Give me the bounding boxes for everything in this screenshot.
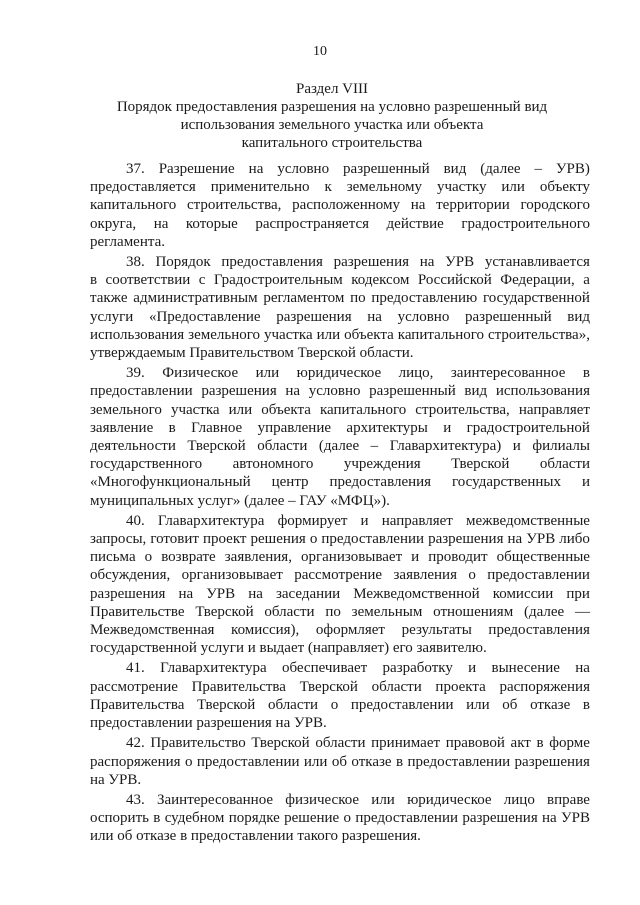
text-line: 42. Правительство Тверской области принимает правовой акт в форме [126,735,590,752]
paragraph-42 [90,734,590,789]
text-line: или об отказе в предоставлении такого разрешения. [90,828,421,845]
text-line: в соответствии с Градостроительным кодексом Российской Федерации, а [90,272,590,289]
text-line: 40. Главархитектура формирует и направляет межведомственные [126,512,590,529]
text-line: 43. Заинтересованное физическое или юридическое лицо вправе [126,791,590,808]
text-line: предоставляется применительно к земельному участку или объекту [90,179,590,196]
text-line: услуги «Предоставление разрешения на условно разрешенный вид [90,308,590,325]
page-number: 10 [313,44,327,59]
text-line: 39. Физическое или юридическое лицо, заинтересованное в [126,365,590,382]
section-heading [90,80,574,152]
text-line: государственного автономного учреждения Тверской области [90,456,590,473]
paragraph-38 [90,253,590,362]
text-line: распоряжения о предоставлении или об отказе в предоставлении разрешения [90,753,590,770]
section-title: Раздел VIII [296,81,368,97]
section-subtitle-line: Порядок предоставления разрешения на условно разрешенный вид [116,99,548,115]
text-line: предоставлении разрешения на УРВ. [90,715,327,732]
paragraph-41 [90,659,590,732]
text-line: запросы, готовит проект решения о предоставлении разрешения на УРВ либо [90,531,590,548]
paragraph-39 [90,364,590,510]
text-line: на УРВ. [90,771,142,788]
text-line: Межведомственная комиссия), оформляет результаты предоставления [90,622,590,639]
text-line: земельного участка или объекта капитального строительства, направляет [90,401,590,418]
paragraph-43 [90,791,590,846]
text-line: 37. Разрешение на условно разрешенный вид (далее – УРВ) [126,161,590,177]
text-line: 38. Порядок предоставления разрешения на УРВ устанавливается [126,254,590,271]
text-line: утверждаемым Правительством Тверской области. [90,345,414,362]
text-line: обсуждения, организовывает рассмотрение заявления о предоставлении [90,567,590,584]
text-line: разрешения на УРВ на заседании Межведомственной комиссии при [90,585,590,602]
text-line: оспорить в судебном порядке решение о предоставлении разрешения на УРВ [90,810,590,827]
text-line: капитального строительства, расположенному на территории городского [90,197,590,214]
section-subtitle-line: капитального строительства [241,135,423,151]
text-line: письма о возврате заявления, организовывает и проводит общественные [90,549,590,566]
text-line: использования земельного участка или объекта капитального строительства», [90,326,590,343]
paragraph-37 [90,160,590,251]
text-line: также административным регламентом по предоставлению государственной [90,290,590,307]
text-line: «Многофункциональный центр предоставления государственных и [90,474,590,491]
text-line: Правительства Тверской области о предоставлении или об отказе в [90,696,590,713]
text-line: деятельности Тверской области (далее – Главархитектура) и филиалы [90,438,590,455]
text-line: предоставлении разрешения на условно разрешенный вид использования [90,383,590,400]
text-line: регламента. [90,233,166,250]
document-body [90,160,590,846]
text-line: государственной услуги и выдает (направляет) его заявителю. [90,640,487,657]
text-line: муниципальных услуг» (далее – ГАУ «МФЦ»). [90,492,390,509]
text-line: заявление в Главное управление архитектуры и градостроительной [90,419,590,436]
text-line: округа, на которые распространяется действие градостроительного [90,215,590,232]
text-line: рассмотрение Правительства Тверской области проекта распоряжения [90,678,590,695]
text-line: 41. Главархитектура обеспечивает разработку и вынесение на [126,660,590,677]
section-subtitle-line: использования земельного участка или объекта [180,117,484,133]
text-line: Правительстве Тверской области по земельным отношениям (далее — [90,603,590,620]
paragraph-40 [90,512,590,658]
